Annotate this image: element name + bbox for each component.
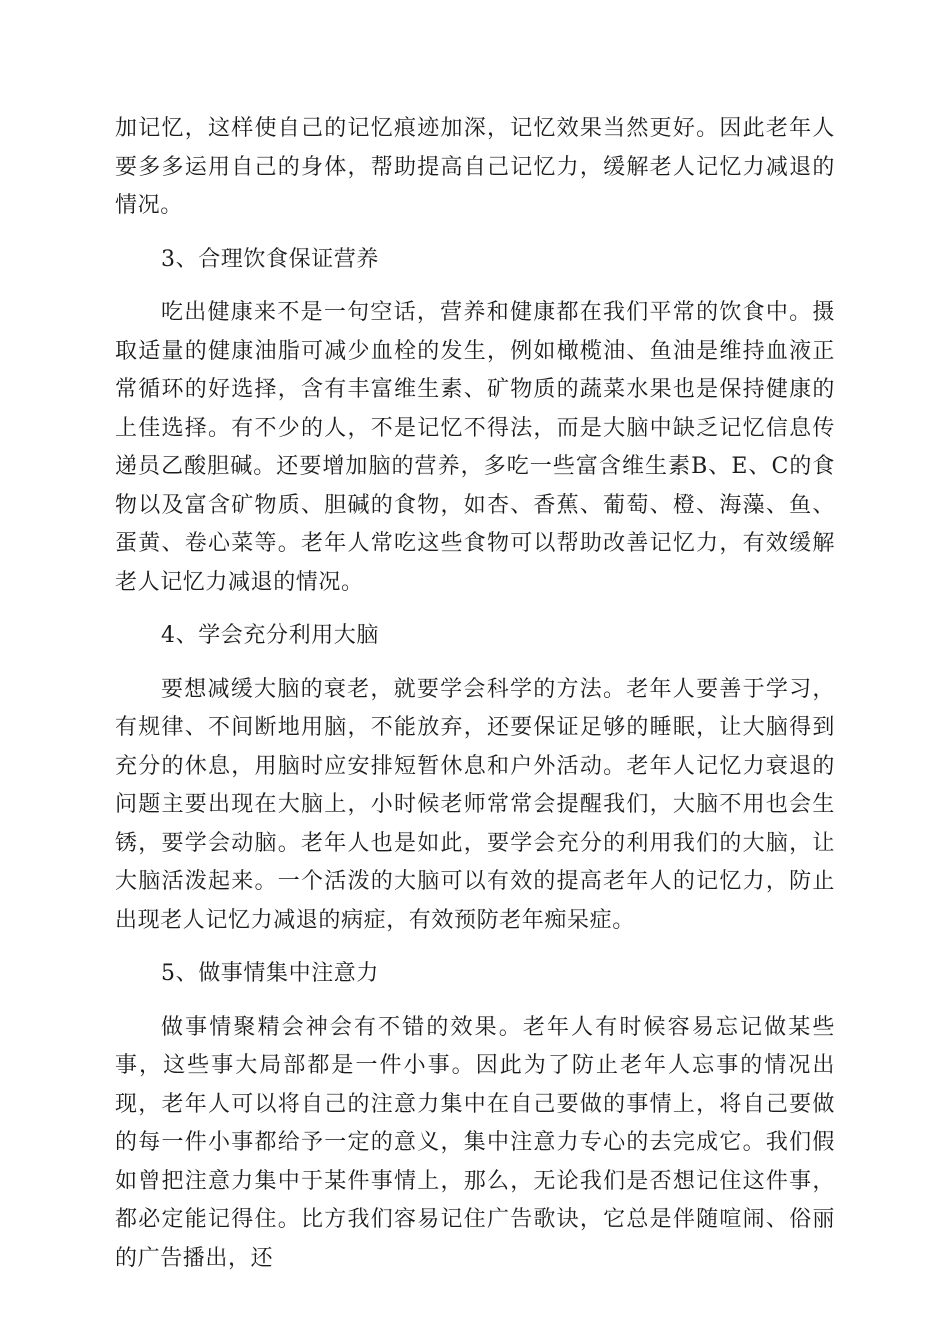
body-paragraph-intro: 加记忆，这样使自己的记忆痕迹加深，记忆效果当然更好。因此老年人要多多运用自己的身体，帮助提高自己记忆力，缓解老人记忆力减退的情况。 — [115, 116, 835, 218]
section-heading-3: 3、合理饮食保证营养 — [161, 246, 379, 272]
paragraph-gap — [115, 279, 835, 294]
paragraph-gap — [115, 602, 835, 617]
body-paragraph-brain: 要想减缓大脑的衰老，就要学会科学的方法。老年人要善于学习，有规律、不间断地用脑，不能放弃，还要保证足够的睡眠，让大脑得到充分的休息，用脑时应安排短暂休息和户外活动。老年人记忆力衰退的问题主要出现在大脑上，小时候老师常常会提醒我们，大脑不用也会生锈，要学会动脑。老年人也是如此，要学会充分的利用我们的大脑，让大脑活泼起来。一个活泼的大脑可以有效的提高老年人的记忆力，防止出现老人记忆力减退的病症，有效预防老年痴呆症。 — [115, 676, 835, 933]
section-heading-5: 5、做事情集中注意力 — [161, 961, 379, 986]
document-page — [115, 110, 835, 1278]
paragraph-gap — [115, 656, 835, 671]
section-heading-4: 4、学会充分利用大脑 — [161, 623, 379, 648]
body-paragraph-diet: 吃出健康来不是一句空话，营养和健康都在我们平常的饮食中。摄取适量的健康油脂可减少血栓的发生，例如橄榄油、鱼油是维持血液正常循环的好选择，含有丰富维生素、矿物质的蔬菜水果也是保持健康的上佳选择。有不少的人，不是记忆不得法，而是大脑中缺乏记忆信息传递员乙酸胆碱。还要增加脑的营养，多吃一些富含维生素B、E、C的食物以及富含矿物质、胆碱的食物，如杏、香蕉、葡萄、橙、海藻、鱼、蛋黄、卷心菜等。老年人常吃这些食物可以帮助改善记忆力，有效缓解老人记忆力减退的情况。 — [115, 300, 835, 595]
body-paragraph-attention: 做事情聚精会神会有不错的效果。老年人有时候容易忘记做某些事，这些事大局部都是一件小事。因此为了防止老年人忘事的情况出现，老年人可以将自己的注意力集中在自己要做的事情上，将自己要做的每一件小事都给予一定的意义，集中注意力专心的去完成它。我们假如曾把注意力集中于某件事情上，那么，无论我们是否想记住这件事，都必定能记得住。比方我们容易记住广告歌诀，它总是伴随喧闹、俗丽的广告播出，还 — [115, 1014, 835, 1271]
paragraph-gap — [115, 226, 835, 241]
paragraph-gap — [115, 994, 835, 1009]
paragraph-gap — [115, 940, 835, 955]
